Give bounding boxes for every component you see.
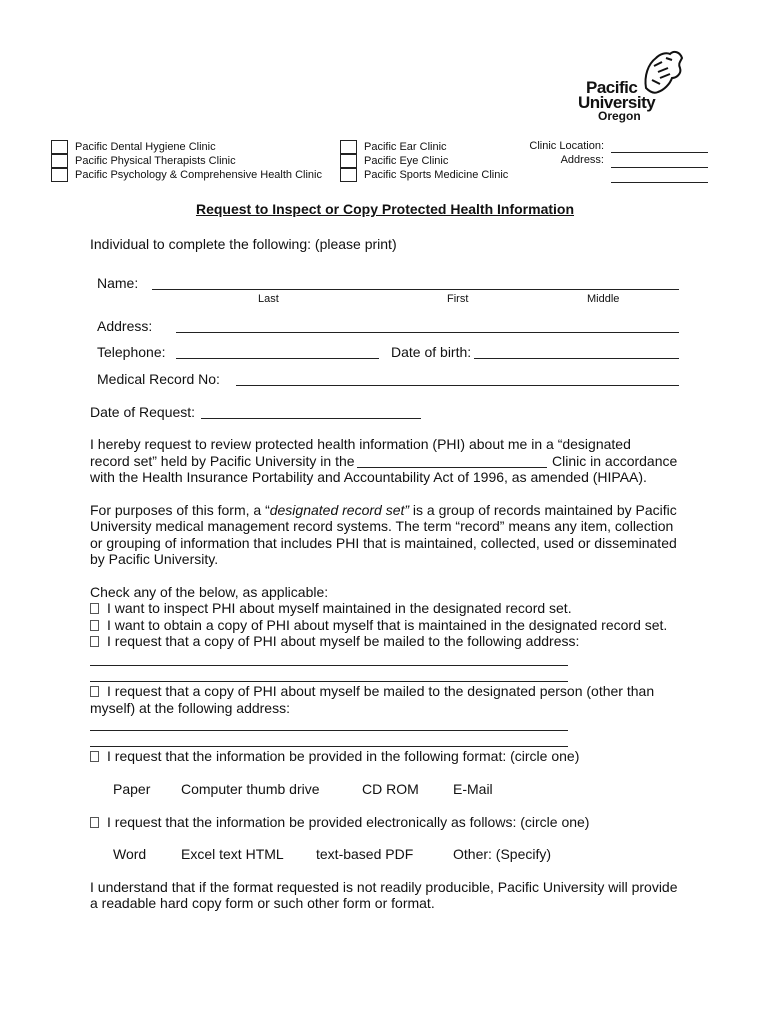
para1-line1: I hereby request to review protected health information (PHI) about me in a “designated <box>90 436 631 452</box>
checkbox-psychology[interactable] <box>51 168 68 182</box>
checkbox-dental-hygiene[interactable] <box>51 140 68 154</box>
checkbox-icon[interactable] <box>90 620 99 631</box>
check-item-mail-self-label: I request that a copy of PHI about myself be mailed to the following address: <box>107 633 580 649</box>
check-item-inspect-label: I want to inspect PHI about myself maintained in the designated record set. <box>107 600 572 616</box>
checkbox-icon[interactable] <box>90 751 99 762</box>
format-option-thumb-drive[interactable]: Computer thumb drive <box>181 781 320 797</box>
checkbox-icon[interactable] <box>90 686 99 697</box>
name-label: Name: <box>97 275 139 291</box>
para1-line3: with the Health Insurance Portability and Accountability Act of 1996, as amended (HIPAA). <box>90 469 647 485</box>
designated-address-line-2[interactable] <box>90 746 568 747</box>
name-first-label: First <box>447 293 469 305</box>
telephone-label: Telephone: <box>97 344 166 360</box>
clinic-address-field-2[interactable] <box>611 182 708 183</box>
checkbox-ear[interactable] <box>340 140 357 154</box>
name-middle-label: Middle <box>587 293 620 305</box>
para2-line2: University medical management record systems. The term “record” means any item, collection <box>90 518 674 534</box>
check-item-mail-designated-label: I request that a copy of PHI about myself be mailed to the designated person (other than <box>107 683 655 699</box>
mail-address-line-2[interactable] <box>90 681 568 682</box>
mrn-label: Medical Record No: <box>97 371 220 387</box>
format-option-paper[interactable]: Paper <box>113 781 151 797</box>
checkbox-icon[interactable] <box>90 636 99 647</box>
logo-text-university: University <box>578 93 656 112</box>
format-option-email[interactable]: E-Mail <box>453 781 493 797</box>
clinic-address-label: Address: <box>560 154 604 166</box>
check-item-obtain[interactable] <box>90 617 667 634</box>
para2-line1 <box>90 502 677 519</box>
para2-line4: by Pacific University. <box>90 551 219 567</box>
clinic-location-field[interactable] <box>611 152 708 153</box>
check-item-inspect[interactable] <box>90 600 572 617</box>
form-title: Request to Inspect or Copy Protected Health Information <box>195 201 575 217</box>
electronic-option-word[interactable]: Word <box>113 846 147 862</box>
clinic-address-field-1[interactable] <box>611 167 708 168</box>
para2-line3: or grouping of information that includes PHI that is maintained, collected, used or disseminated <box>90 535 677 551</box>
check-item-mail-designated[interactable] <box>90 683 654 700</box>
mail-address-line-1[interactable] <box>90 665 568 666</box>
check-item-electronic-label: I request that the information be provided electronically as follows: (circle one) <box>107 814 590 830</box>
name-last-label: Last <box>258 293 279 305</box>
checkbox-icon[interactable] <box>90 817 99 828</box>
para2-line1a: For purposes of this form, a “ <box>90 502 270 518</box>
instruction-text: Individual to complete the following: (please print) <box>90 236 397 252</box>
clinic-label-psychology: Pacific Psychology & Comprehensive Health Clinic <box>75 169 322 181</box>
logo-text-pacific: Pacific <box>586 78 638 97</box>
dob-field[interactable] <box>474 358 679 359</box>
clinic-label-dental-hygiene: Pacific Dental Hygiene Clinic <box>75 141 216 153</box>
check-item-format-label: I request that the information be provided in the following format: (circle one) <box>107 748 580 764</box>
electronic-option-pdf[interactable]: text-based PDF <box>316 846 414 862</box>
date-request-label: Date of Request: <box>90 404 196 420</box>
address-label: Address: <box>97 318 153 334</box>
designated-address-line-1[interactable] <box>90 730 568 731</box>
date-request-field[interactable] <box>201 418 421 419</box>
address-field[interactable] <box>176 332 679 333</box>
para1-line2b: Clinic in accordance <box>552 453 678 469</box>
checkbox-icon[interactable] <box>90 603 99 614</box>
name-field[interactable] <box>152 289 679 290</box>
telephone-field[interactable] <box>176 358 379 359</box>
closing-line1: I understand that if the format requested is not readily producible, Pacific University will provide <box>90 879 678 895</box>
closing-line2: a readable hard copy form or such other form or format. <box>90 895 435 911</box>
clinic-location-label: Clinic Location: <box>529 140 604 152</box>
format-option-cd-rom[interactable]: CD ROM <box>362 781 419 797</box>
checkbox-eye[interactable] <box>340 154 357 168</box>
checkbox-physical-therapists[interactable] <box>51 154 68 168</box>
clinic-label-sports-medicine: Pacific Sports Medicine Clinic <box>364 169 509 181</box>
clinic-label-eye: Pacific Eye Clinic <box>364 155 449 167</box>
dob-label: Date of birth: <box>391 344 472 360</box>
check-item-mail-self[interactable] <box>90 633 579 650</box>
clinic-name-field[interactable] <box>357 467 547 468</box>
check-item-format[interactable] <box>90 748 579 765</box>
logo-text-oregon: Oregon <box>598 109 641 123</box>
mrn-field[interactable] <box>236 385 679 386</box>
check-item-electronic[interactable] <box>90 814 589 831</box>
check-item-mail-designated-cont: myself) at the following address: <box>90 700 290 716</box>
pacific-university-logo <box>574 48 684 124</box>
checks-heading: Check any of the below, as applicable: <box>90 584 329 600</box>
para1-line2a: record set” held by Pacific University in the <box>90 453 355 469</box>
clinic-label-physical-therapists: Pacific Physical Therapists Clinic <box>75 155 236 167</box>
check-item-obtain-label: I want to obtain a copy of PHI about myself that is maintained in the designated record set. <box>107 617 668 633</box>
clinic-label-ear: Pacific Ear Clinic <box>364 141 447 153</box>
para2-line1b: designated record set” <box>269 502 410 518</box>
checkbox-sports-medicine[interactable] <box>340 168 357 182</box>
para2-line1c: is a group of records maintained by Pacific <box>409 502 677 518</box>
electronic-option-excel-html[interactable]: Excel text HTML <box>181 846 284 862</box>
electronic-option-other[interactable]: Other: (Specify) <box>453 846 552 862</box>
